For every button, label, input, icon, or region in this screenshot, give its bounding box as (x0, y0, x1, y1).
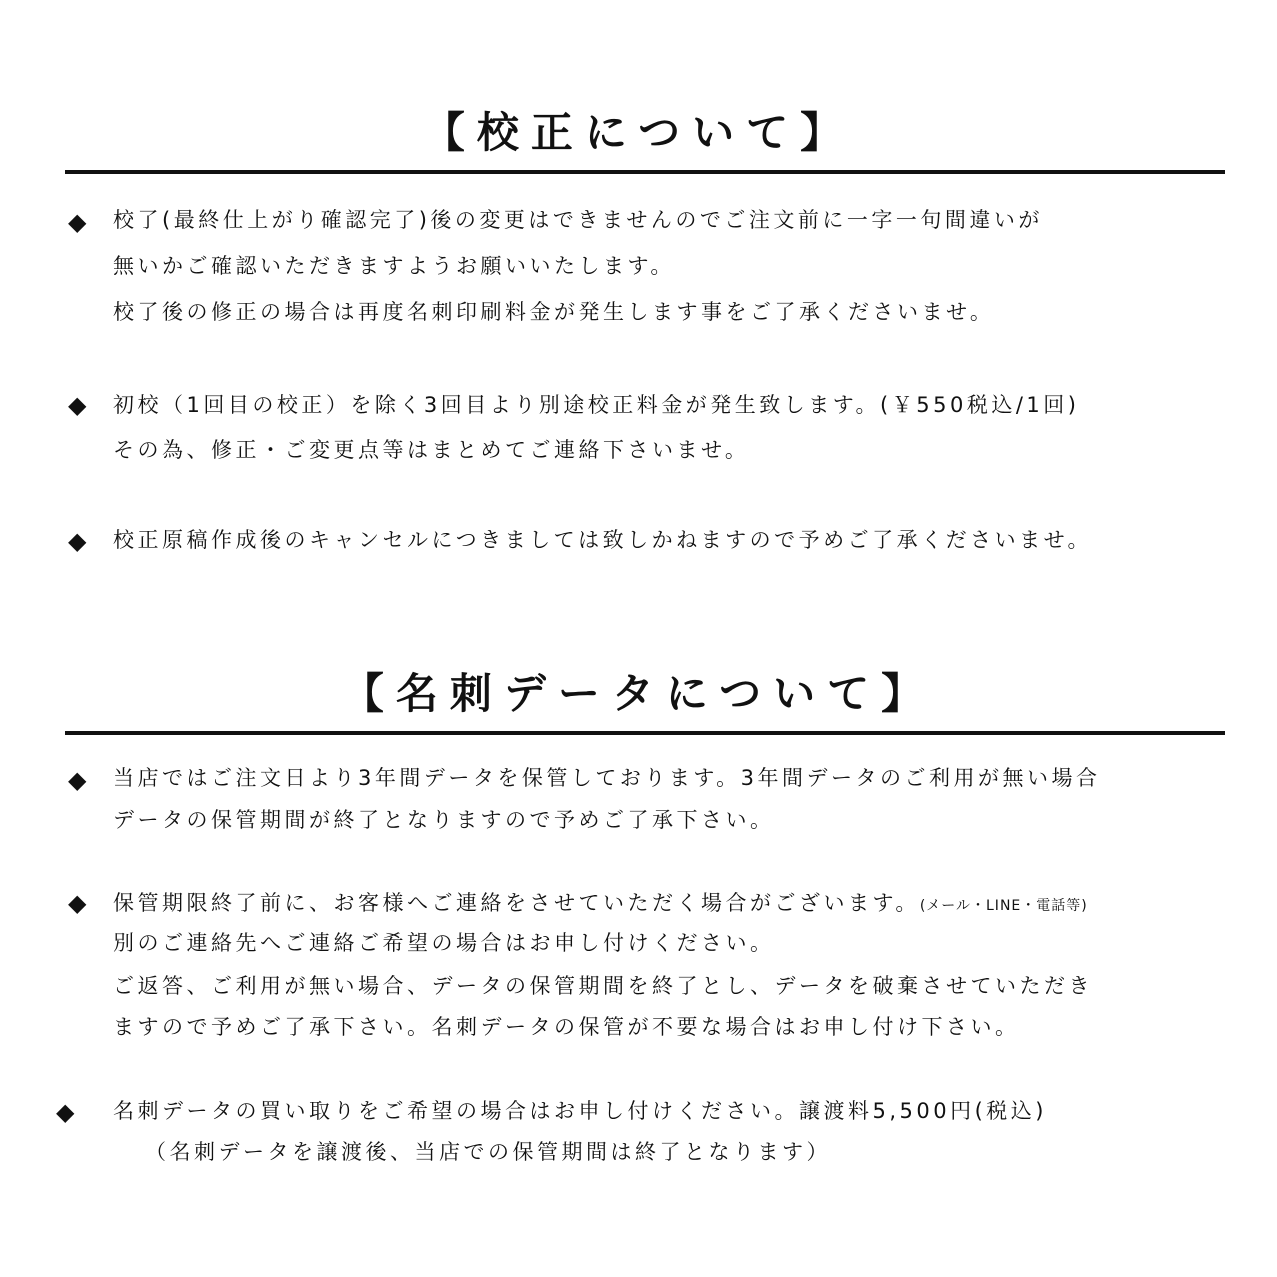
text-line: 別のご連絡先へご連絡ご希望の場合はお申し付けください。 (113, 931, 775, 955)
diamond-icon: ◆ (68, 391, 87, 419)
text-line: （名刺データを譲渡後、当店での保管期間は終了となります） (145, 1140, 831, 1164)
text-line: 無いかご確認いただきますようお願いいたします。 (113, 254, 675, 278)
diamond-icon: ◆ (56, 1098, 75, 1126)
diamond-icon: ◆ (68, 527, 87, 555)
text-line: 初校（1回目の校正）を除く3回目より別途校正料金が発生致します。(￥550税込/1回) (113, 393, 1080, 417)
text-line: 校了(最終仕上がり確認完了)後の変更はできませんのでご注文前に一字一句間違いが (113, 208, 1043, 232)
diamond-icon: ◆ (68, 766, 87, 794)
text-line: その為、修正・ご変更点等はまとめてご連絡下さいませ。 (113, 438, 750, 462)
text-line: 校正原稿作成後のキャンセルにつきましては致しかねますので予めご了承くださいませ。 (113, 528, 1092, 552)
text-line: ご返答、ご利用が無い場合、データの保管期間を終了とし、データを破棄させていただき (113, 974, 1093, 998)
text: 保管期限終了前に、お客様へご連絡をさせていただく場合がございます。 (113, 891, 920, 915)
diamond-icon: ◆ (68, 208, 87, 236)
text-line (113, 893, 1088, 914)
diamond-icon: ◆ (68, 889, 87, 917)
section-title: 【名刺データについて】 (341, 669, 936, 718)
text-line: データの保管期間が終了となりますので予めご了承下さい。 (113, 808, 775, 832)
text-line: 当店ではご注文日より3年間データを保管しております。3年間データのご利用が無い場合 (113, 766, 1101, 790)
text-line: ますので予めご了承下さい。名刺データの保管が不要な場合はお申し付け下さい。 (113, 1015, 1020, 1039)
section-title: 【校正について】 (422, 108, 855, 157)
text-line: 校了後の修正の場合は再度名刺印刷料金が発生します事をご了承くださいませ。 (113, 300, 995, 324)
text-line: 名刺データの買い取りをご希望の場合はお申し付けください。譲渡料5,500円(税込) (113, 1099, 1048, 1123)
divider (65, 170, 1225, 174)
contact-methods-note: (メール・LINE・電話等) (919, 898, 1088, 914)
divider (65, 731, 1225, 735)
